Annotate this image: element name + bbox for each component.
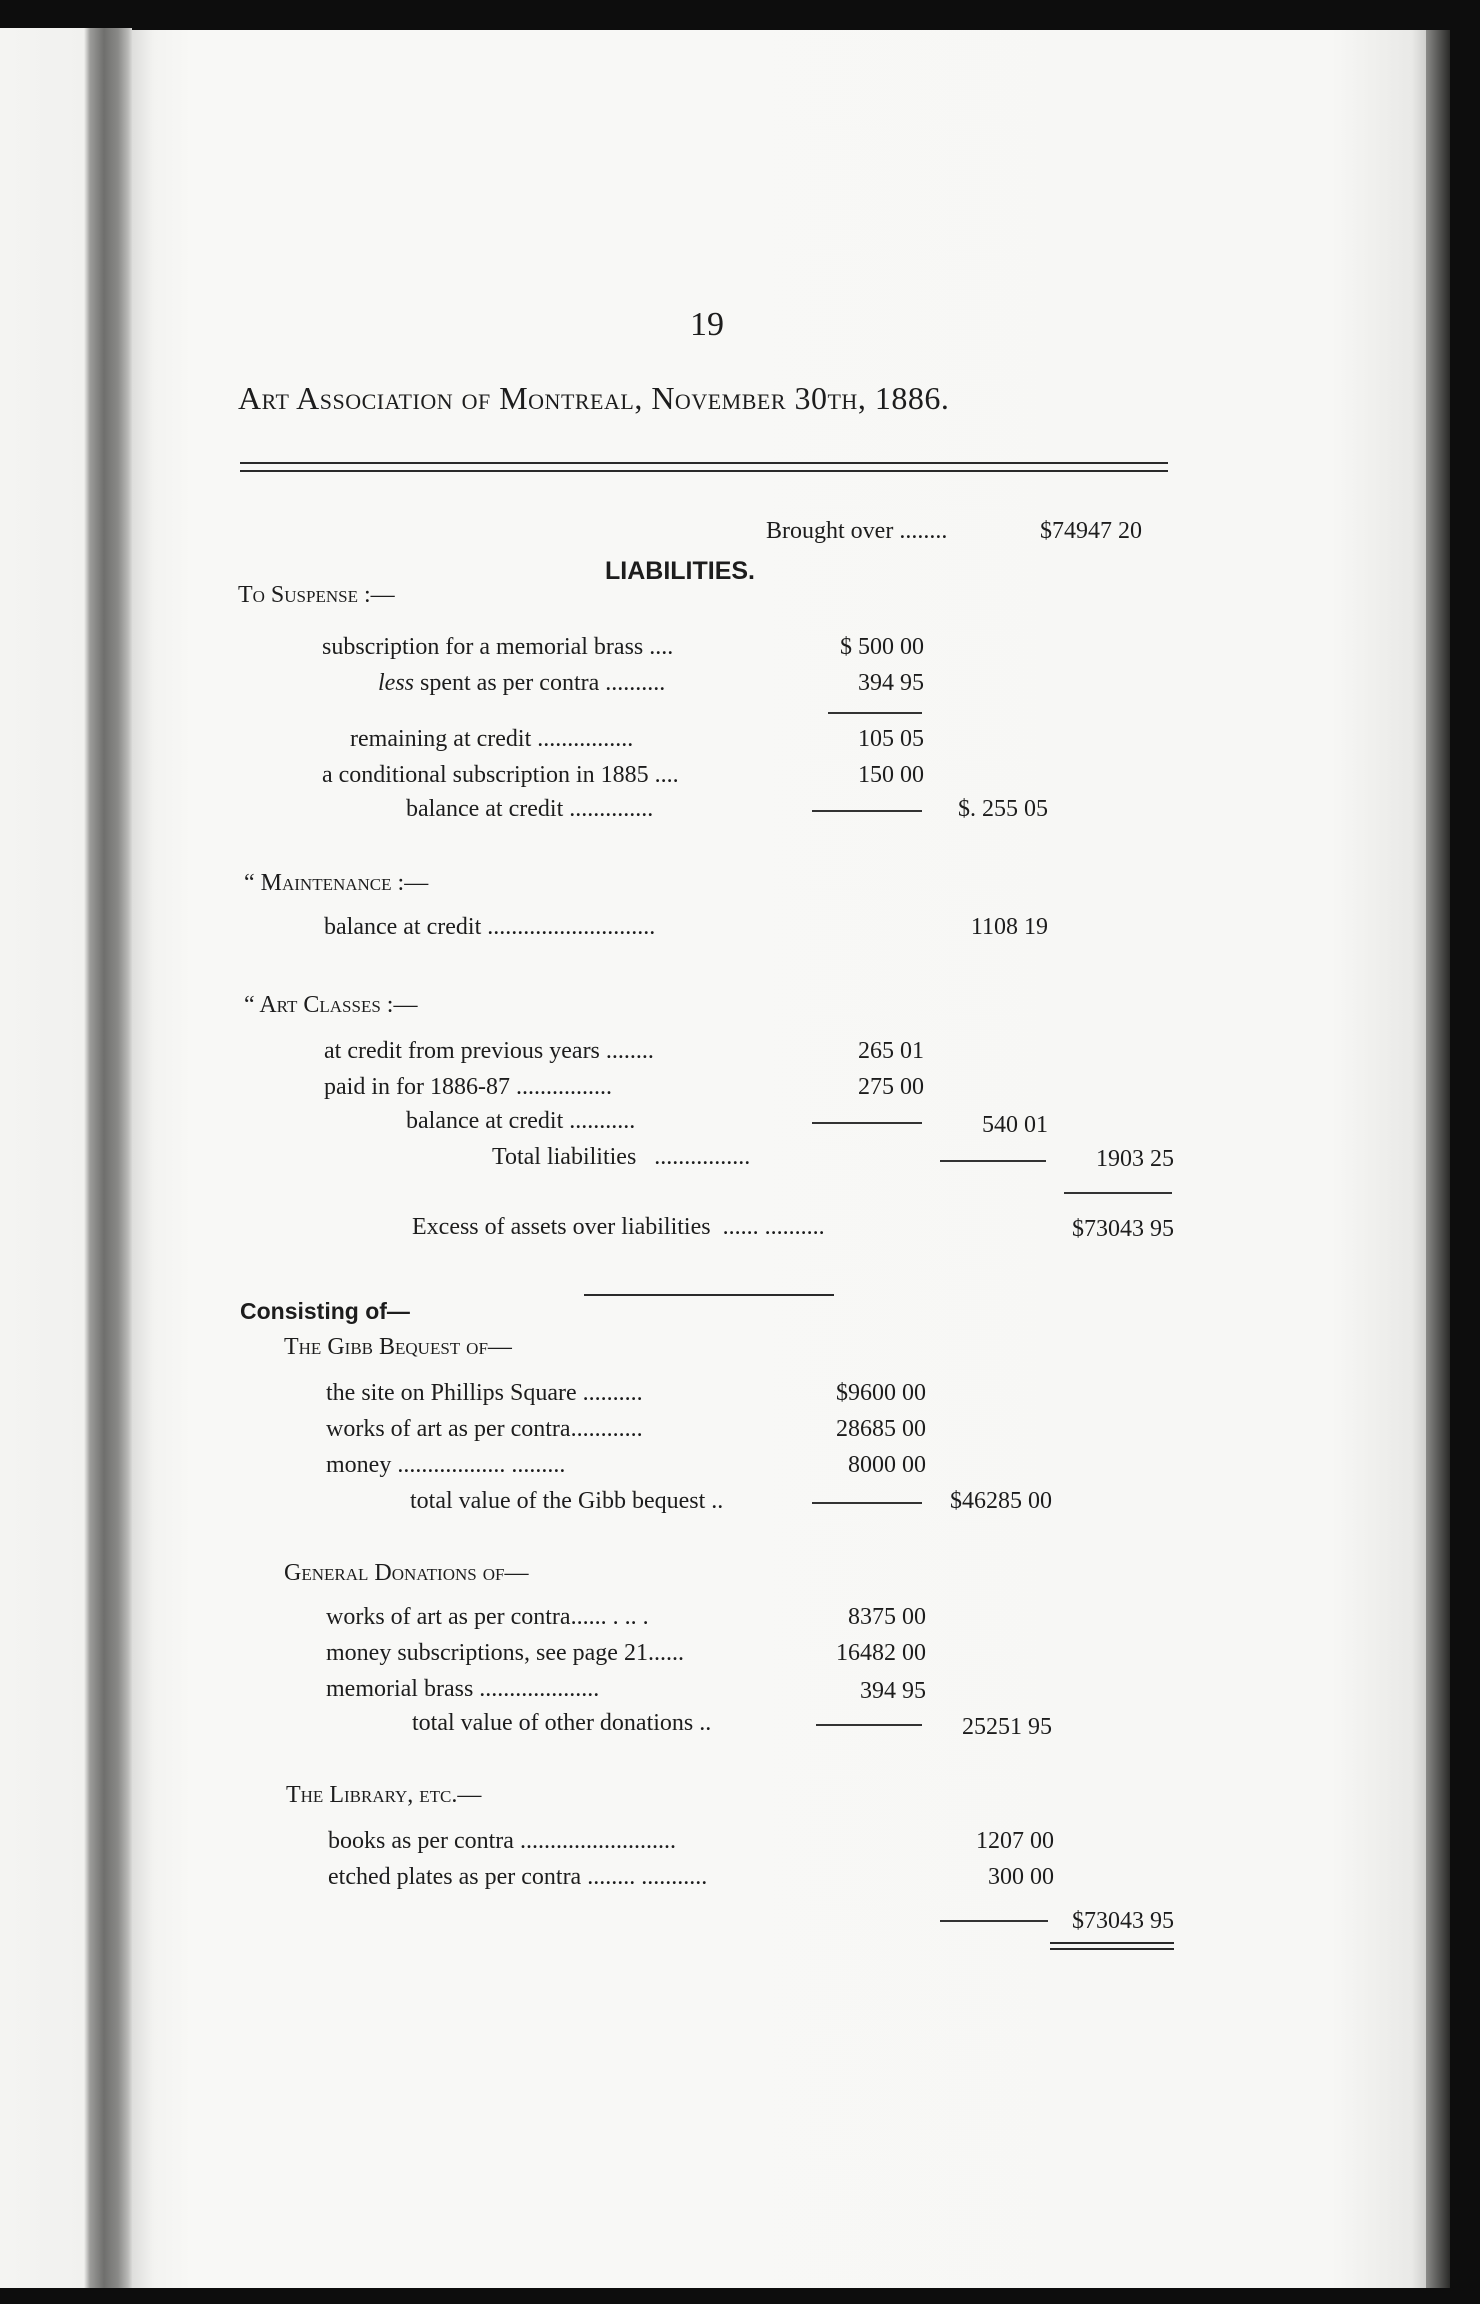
total-liabilities-label: Total liabilities ................ bbox=[492, 1144, 751, 1170]
suspense-row-4-label: a conditional subscription in 1885 .... bbox=[322, 762, 679, 788]
gibb-row-2-label: works of art as per contra............ bbox=[326, 1416, 643, 1442]
suspense-row-2-amount: 394 95 bbox=[858, 670, 924, 696]
section-separator bbox=[584, 1294, 834, 1296]
maintenance-row-1-amount: 1108 19 bbox=[970, 914, 1048, 940]
total-liabilities-underline bbox=[1064, 1192, 1172, 1194]
art-classes-heading: “ Art Classes :— bbox=[244, 992, 418, 1018]
excess-amount: $73043 95 bbox=[1072, 1216, 1174, 1242]
header-rule-bottom bbox=[240, 470, 1168, 472]
suspense-row-2-label: less spent as per contra .......... bbox=[378, 670, 666, 696]
gibb-total-rule bbox=[812, 1502, 922, 1504]
gibb-row-1-label: the site on Phillips Square .......... bbox=[326, 1380, 643, 1406]
art-classes-row-1-amount: 265 01 bbox=[858, 1038, 924, 1064]
library-row-2-label: etched plates as per contra ........ ........... bbox=[328, 1864, 708, 1890]
gibb-total-label: total value of the Gibb bequest .. bbox=[410, 1488, 724, 1514]
library-row-1-amount: 1207 00 bbox=[976, 1828, 1054, 1854]
general-row-2-label: money subscriptions, see page 21...... bbox=[326, 1640, 684, 1666]
art-classes-row-3-label: balance at credit ........... bbox=[406, 1108, 636, 1134]
library-row-1-label: books as per contra .......................... bbox=[328, 1828, 676, 1854]
gibb-row-1-amount: $9600 00 bbox=[836, 1380, 926, 1406]
total-liabilities-rule bbox=[940, 1160, 1046, 1162]
maintenance-row-1-label: balance at credit ............................ bbox=[324, 914, 656, 940]
adjacent-page-edge bbox=[0, 28, 132, 2288]
general-row-2-amount: 16482 00 bbox=[836, 1640, 926, 1666]
suspense-subtotal-rule bbox=[828, 712, 922, 714]
total-liabilities-amount: 1903 25 bbox=[1096, 1146, 1174, 1172]
suspense-row-3-label: remaining at credit ................ bbox=[350, 726, 634, 752]
gibb-heading: The Gibb Bequest of— bbox=[284, 1334, 512, 1360]
art-classes-row-2-amount: 275 00 bbox=[858, 1074, 924, 1100]
art-classes-row-3-amount: 540 01 bbox=[982, 1112, 1048, 1138]
suspense-row-5-amount: $. 255 05 bbox=[958, 796, 1048, 822]
general-total-label: total value of other donations .. bbox=[412, 1710, 712, 1736]
suspense-balance-rule bbox=[812, 810, 922, 812]
general-row-3-label: memorial brass .................... bbox=[326, 1676, 600, 1702]
general-total-amount: 25251 95 bbox=[962, 1714, 1052, 1740]
consisting-heading: Consisting of— bbox=[240, 1298, 410, 1324]
general-heading: General Donations of— bbox=[284, 1560, 529, 1586]
suspense-row-1-amount: $ 500 00 bbox=[840, 634, 924, 660]
excess-label: Excess of assets over liabilities ...... .......... bbox=[412, 1214, 825, 1240]
gibb-row-2-amount: 28685 00 bbox=[836, 1416, 926, 1442]
suspense-row-3-amount: 105 05 bbox=[858, 726, 924, 752]
header-rule-top bbox=[240, 462, 1168, 464]
gibb-row-3-amount: 8000 00 bbox=[848, 1452, 926, 1478]
art-classes-row-1-label: at credit from previous years ........ bbox=[324, 1038, 654, 1064]
suspense-row-4-amount: 150 00 bbox=[858, 762, 924, 788]
general-row-1-label: works of art as per contra...... . .. . bbox=[326, 1604, 649, 1630]
grand-total-underline-1 bbox=[1050, 1942, 1174, 1944]
gibb-total-amount: $46285 00 bbox=[950, 1488, 1052, 1514]
page-shadow bbox=[1426, 30, 1450, 2288]
suspense-row-1-label: subscription for a memorial brass .... bbox=[322, 634, 674, 660]
library-heading: The Library, etc.— bbox=[286, 1782, 482, 1808]
brought-over-amount: $74947 20 bbox=[1040, 518, 1142, 544]
general-row-1-amount: 8375 00 bbox=[848, 1604, 926, 1630]
art-classes-row-2-label: paid in for 1886-87 ................ bbox=[324, 1074, 612, 1100]
maintenance-heading: “ Maintenance :— bbox=[244, 870, 429, 896]
grand-total-amount: $73043 95 bbox=[1072, 1908, 1174, 1934]
grand-total-rule bbox=[940, 1920, 1048, 1922]
general-row-3-amount: 394 95 bbox=[860, 1678, 926, 1704]
suspense-row-5-label: balance at credit .............. bbox=[406, 796, 654, 822]
general-total-rule bbox=[816, 1724, 922, 1726]
liabilities-title: LIABILITIES. bbox=[605, 557, 755, 585]
grand-total-underline-2 bbox=[1050, 1948, 1174, 1950]
document-page bbox=[132, 30, 1426, 2288]
suspense-heading: To Suspense :— bbox=[238, 582, 395, 608]
art-classes-balance-rule bbox=[812, 1122, 922, 1124]
brought-over-label: Brought over ........ bbox=[766, 518, 948, 544]
page-number: 19 bbox=[690, 306, 724, 343]
page-header: Art Association of Montreal, November 30th, 1886. bbox=[238, 380, 950, 416]
library-row-2-amount: 300 00 bbox=[988, 1864, 1054, 1890]
gibb-row-3-label: money .................. ......... bbox=[326, 1452, 566, 1478]
